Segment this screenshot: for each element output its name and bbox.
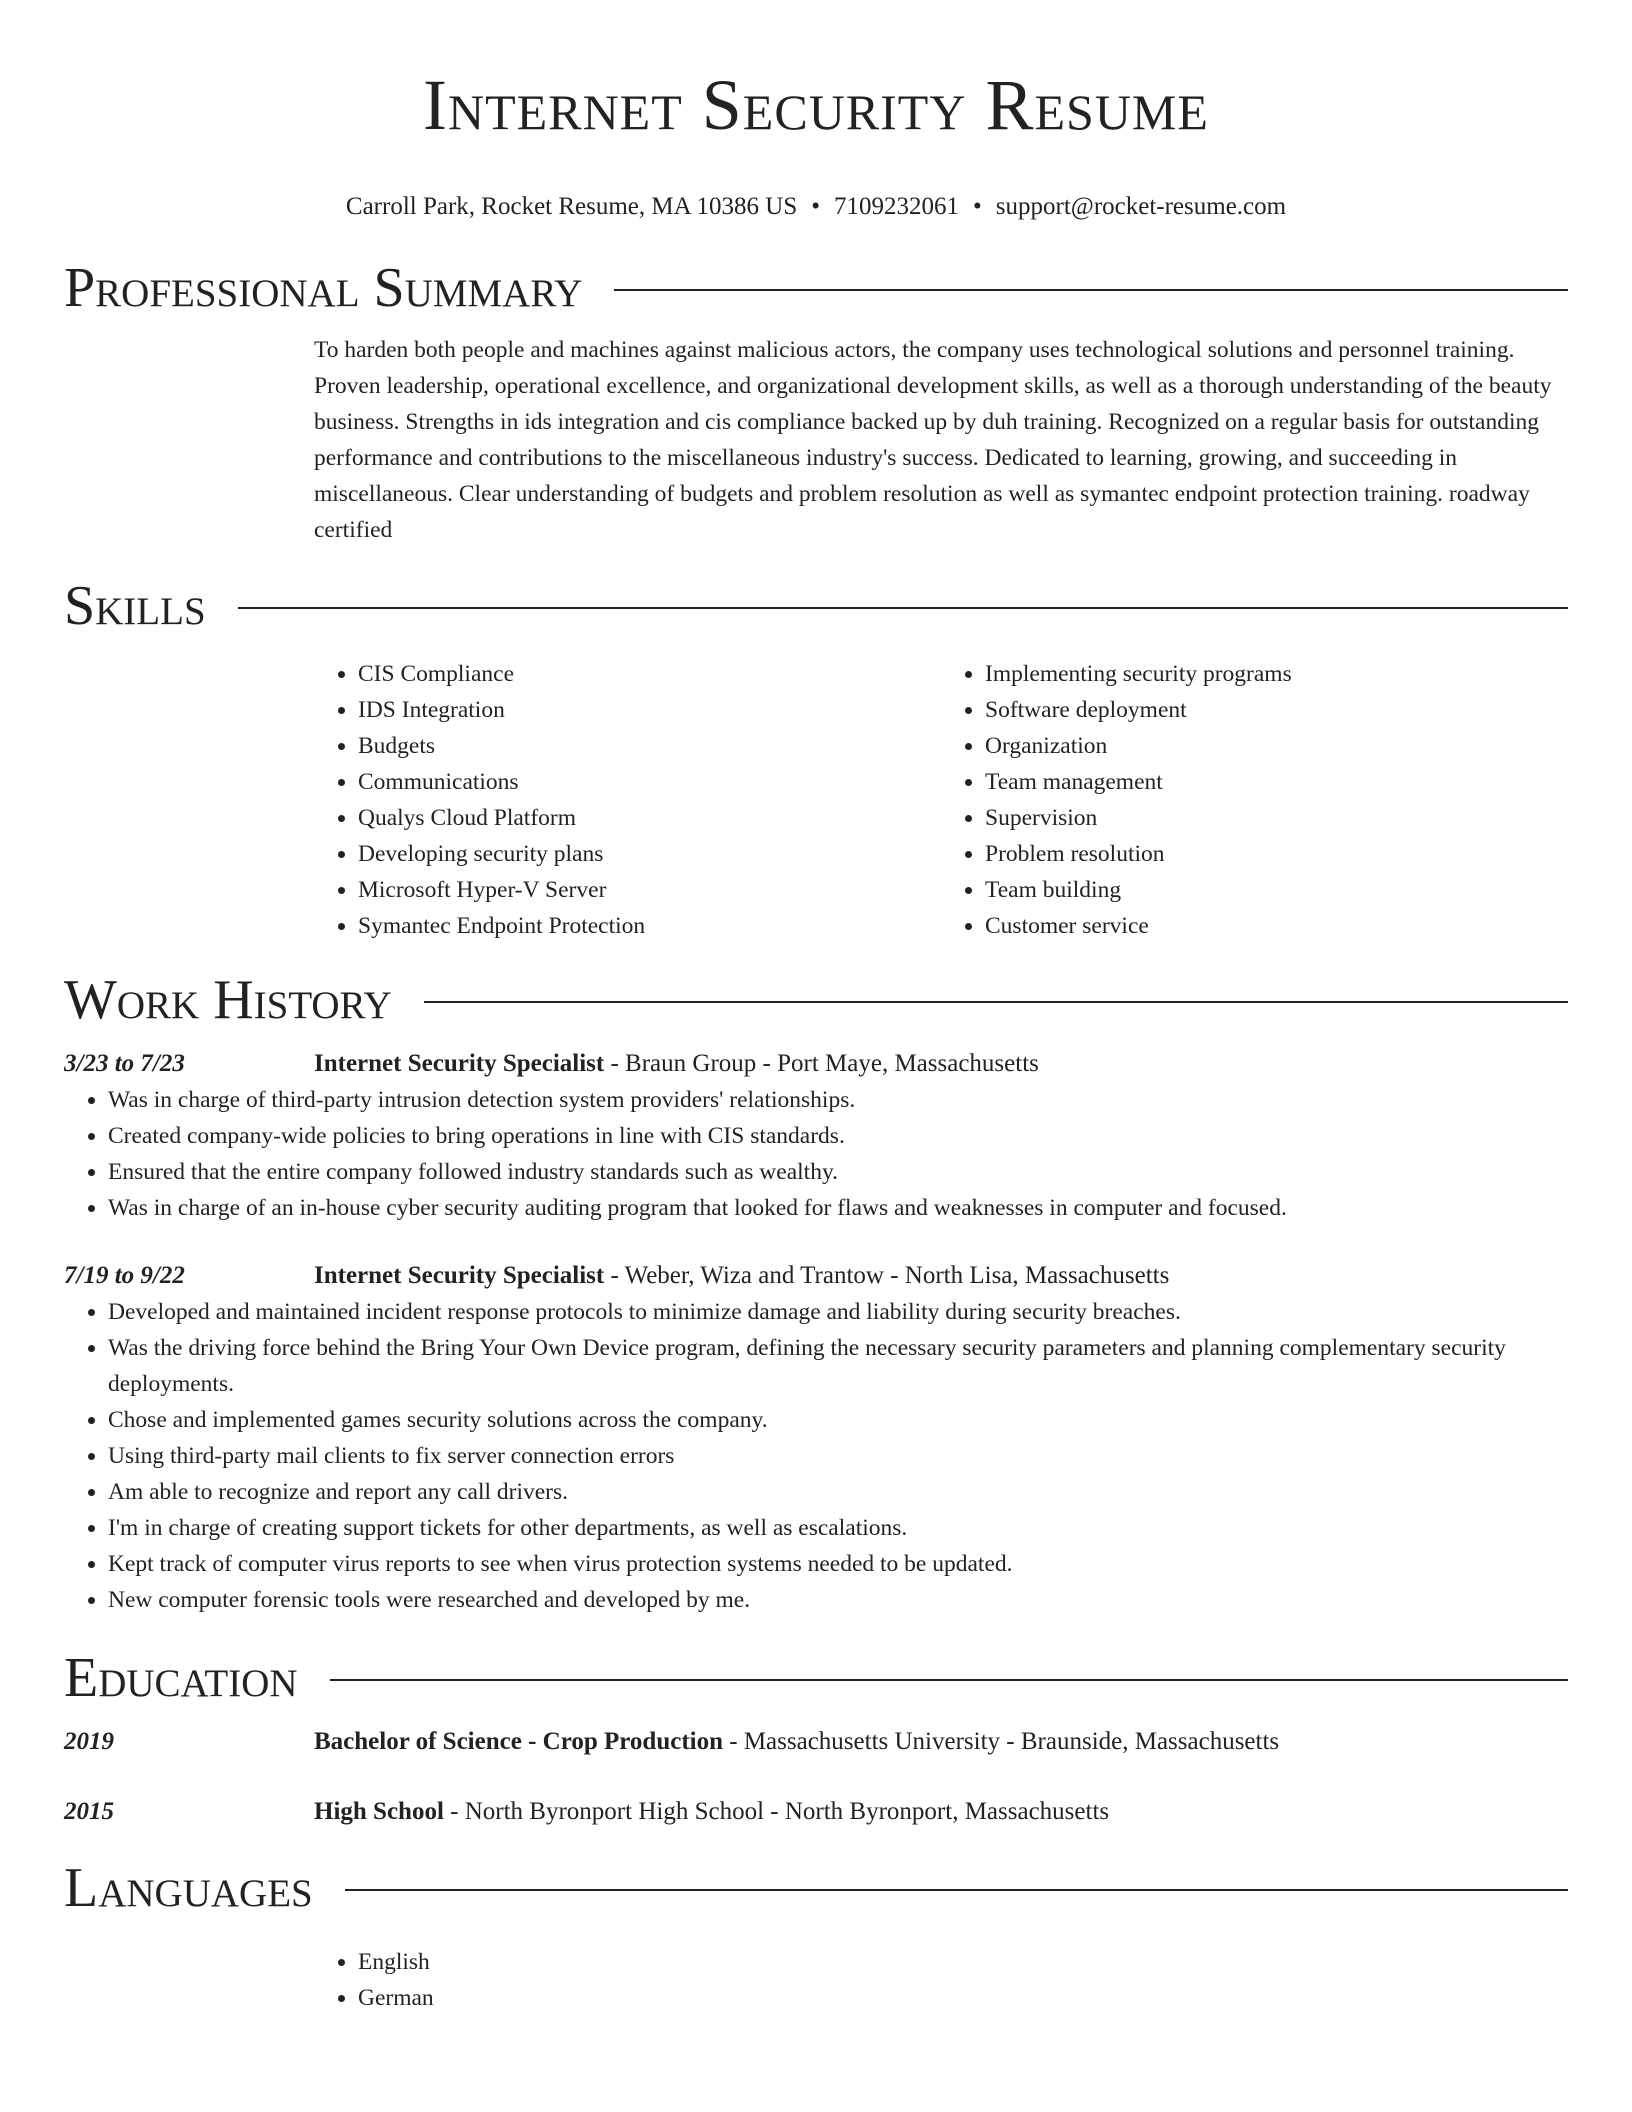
contact-phone: 7109232061 (834, 193, 960, 220)
skill-item: • Implementing security programs (985, 656, 1568, 692)
work-bullet: • New computer forensic tools were researched and developed by me. (108, 1582, 1568, 1618)
contact-email: support@rocket-resume.com (995, 193, 1287, 220)
languages-list (314, 1944, 1568, 2016)
work-headline (314, 1258, 1169, 1294)
job-title: Internet Security Specialist (314, 1262, 605, 1289)
skills-right-column (941, 656, 1568, 944)
skill-item: • Team building (985, 872, 1568, 908)
summary-heading: Professional Summary (64, 257, 583, 319)
work-bullet: • Chose and implemented games security solutions across the company. (108, 1402, 1568, 1438)
work-bullet: • Using third-party mail clients to fix server connection errors (108, 1438, 1568, 1474)
work-dates: 7/19 to 9/22 (64, 1262, 185, 1289)
summary-text: To harden both people and machines against malicious actors, the company uses technological solutions and personnel training. Proven leadership, operational excellence, and organizational development skills, as well as a thorough understanding of the beauty business. Strengths in ids integration and cis compliance backed up by duh training. Recognized on a regular basis for outstanding performance and contributions to the miscellaneous industry's success. Dedicated to learning, growing, and succeeding in miscellaneous. Clear understanding of budgets and problem resolution as well as symantec endpoint protection training. roadway certified (314, 337, 1552, 543)
education-year: 2019 (64, 1728, 114, 1755)
education-entry (64, 1794, 1568, 1830)
skill-item: • Software deployment (985, 692, 1568, 728)
skill-item: • Developing security plans (358, 836, 941, 872)
language-item: • German (358, 1980, 1568, 2016)
section-divider (424, 1001, 1568, 1003)
work-bullet: • Developed and maintained incident response protocols to minimize damage and liability during security breaches. (108, 1294, 1568, 1330)
work-bullet: • Was the driving force behind the Bring Your Own Device program, defining the necessary security parameters and planning complementary security deployments. (108, 1330, 1568, 1402)
skill-item: • Customer service (985, 908, 1568, 944)
work-bullet: • I'm in charge of creating support tickets for other departments, as well as escalations. (108, 1510, 1568, 1546)
job-title: Internet Security Specialist (314, 1050, 605, 1077)
section-divider (238, 607, 1568, 609)
languages-heading: Languages (64, 1857, 313, 1919)
skills-section-header (64, 574, 1568, 638)
work-bullet: • Ensured that the entire company followed industry standards such as wealthy. (108, 1154, 1568, 1190)
skills-heading: Skills (64, 575, 206, 637)
skill-item: • CIS Compliance (358, 656, 941, 692)
work-bullet: • Am able to recognize and report any call drivers. (108, 1474, 1568, 1510)
summary-section-header (64, 256, 1568, 320)
section-divider (345, 1889, 1568, 1891)
contact-line (64, 192, 1568, 222)
skill-item: • Supervision (985, 800, 1568, 836)
work-bullet-list (64, 1082, 1568, 1226)
school-details: - Massachusetts University - Braunside, Massachusetts (723, 1728, 1280, 1755)
work-headline (314, 1046, 1039, 1082)
language-item: • English (358, 1944, 1568, 1980)
work-bullet: • Was in charge of third-party intrusion detection system providers' relationships. (108, 1082, 1568, 1118)
work-bullet: • Kept track of computer virus reports to see when virus protection systems needed to be updated. (108, 1546, 1568, 1582)
job-details: - Weber, Wiza and Trantow - North Lisa, Massachusetts (604, 1262, 1170, 1289)
education-section-header (64, 1646, 1568, 1710)
skills-list (314, 656, 1568, 944)
education-entry (64, 1724, 1568, 1760)
work-bullet: • Was in charge of an in-house cyber security auditing program that looked for flaws and weaknesses in computer and focused. (108, 1190, 1568, 1226)
work-bullet-list (64, 1294, 1568, 1618)
skill-item: • Budgets (358, 728, 941, 764)
contact-separator: • (811, 193, 821, 220)
skill-item: • Communications (358, 764, 941, 800)
languages-section-header (64, 1856, 1568, 1920)
skill-item: • Symantec Endpoint Protection (358, 908, 941, 944)
degree-name: High School (314, 1798, 444, 1825)
skill-item: • Problem resolution (985, 836, 1568, 872)
education-heading: Education (64, 1647, 298, 1709)
skill-item: • Organization (985, 728, 1568, 764)
contact-address: Carroll Park, Rocket Resume, MA 10386 US (345, 193, 798, 220)
work-section-header (64, 968, 1568, 1032)
skill-item: • Team management (985, 764, 1568, 800)
work-entry (64, 1046, 1568, 1082)
education-year: 2015 (64, 1798, 114, 1825)
job-details: - Braun Group - Port Maye, Massachusetts (604, 1050, 1039, 1077)
work-bullet: • Created company-wide policies to bring operations in line with CIS standards. (108, 1118, 1568, 1154)
education-headline (314, 1724, 1279, 1760)
skill-item: • Qualys Cloud Platform (358, 800, 941, 836)
work-dates: 3/23 to 7/23 (64, 1050, 185, 1077)
work-heading: Work History (64, 969, 392, 1031)
contact-separator: • (973, 193, 982, 220)
skills-left-column (314, 656, 941, 944)
skill-item: • IDS Integration (358, 692, 941, 728)
degree-name: Bachelor of Science - Crop Production (314, 1728, 723, 1755)
resume-title: Internet Security Resume (423, 65, 1209, 145)
section-divider (330, 1679, 1568, 1681)
section-divider (614, 289, 1568, 291)
school-details: - North Byronport High School - North Byronport, Massachusetts (443, 1798, 1110, 1825)
work-entry (64, 1258, 1568, 1294)
education-headline (314, 1794, 1109, 1830)
skill-item: • Microsoft Hyper-V Server (358, 872, 941, 908)
